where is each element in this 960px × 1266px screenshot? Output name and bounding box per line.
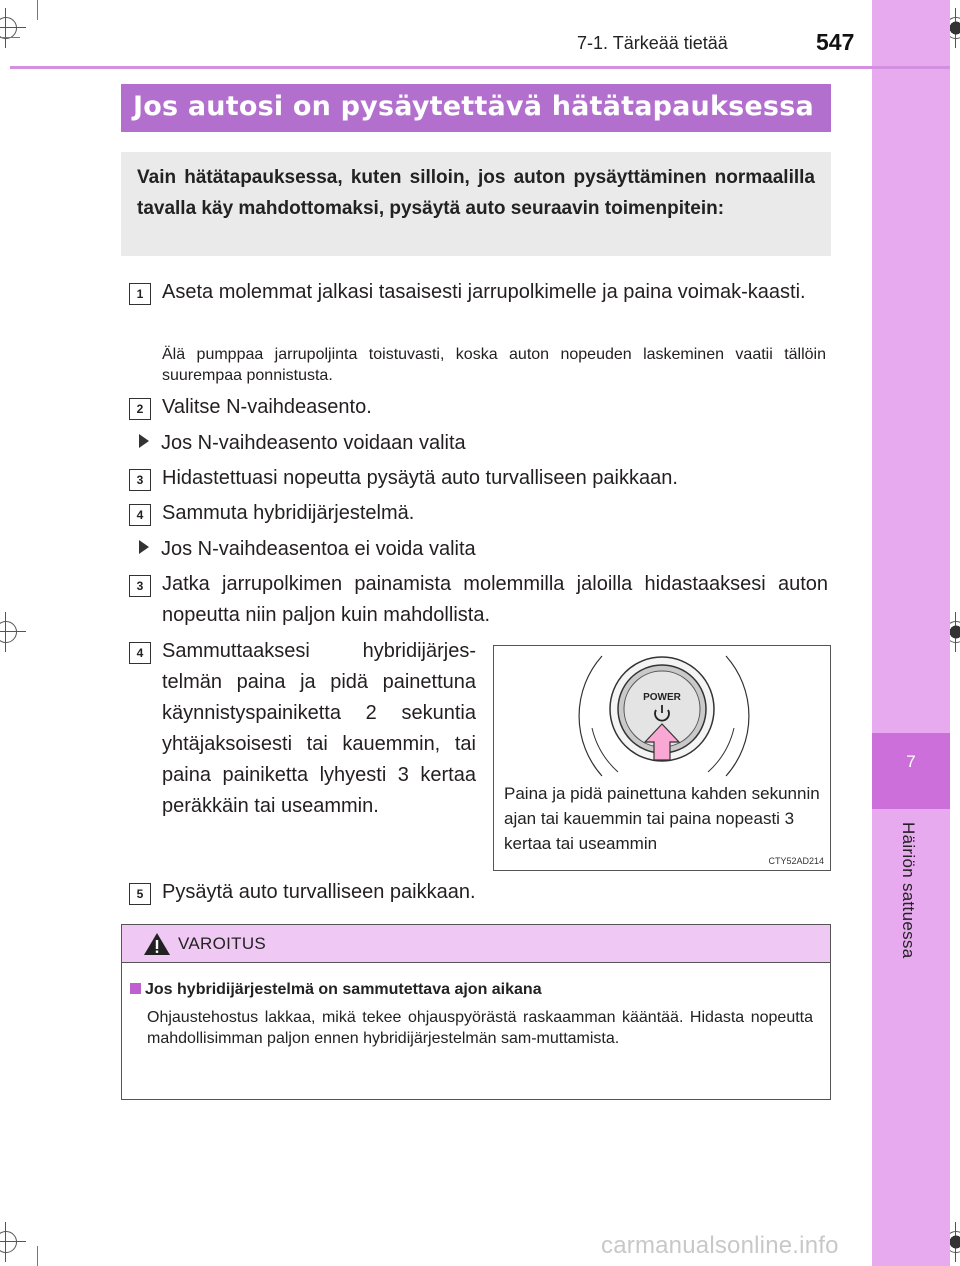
registration-mark <box>0 8 26 48</box>
warning-triangle-icon <box>142 931 172 957</box>
step-text: Aseta molemmat jalkasi tasaisesti jarrupolkimelle ja paina voimak-kaasti. <box>162 281 806 303</box>
step-number-badge: 3 <box>129 469 151 491</box>
step-note: Älä pumppaa jarrupoljinta toistuvasti, koska auton nopeuden laskeminen vaatii tällöin suurempaa ponnistusta. <box>162 346 826 384</box>
warning-title-text: Jos hybridijärjestelmä on sammutettava ajon aikana <box>145 981 542 998</box>
section-reference: 7-1. Tärkeää tietää <box>577 33 728 53</box>
registration-mark <box>0 1222 26 1262</box>
step-number-badge: 1 <box>129 283 151 305</box>
chapter-number: 7 <box>906 752 916 771</box>
step-number-badge: 4 <box>129 504 151 526</box>
condition-text: Jos N-vaihdeasento voidaan valita <box>161 432 466 454</box>
square-bullet-icon <box>130 983 141 994</box>
condition-n-not-possible <box>139 534 476 565</box>
page-title-banner <box>121 84 831 132</box>
triangle-bullet-icon <box>139 540 149 554</box>
chapter-side-tab <box>872 0 950 1266</box>
step-text: Sammuta hybridijärjestelmä. <box>162 502 415 524</box>
chapter-title: Häiriön sattuessa <box>899 822 918 959</box>
warning-label: VAROITUS <box>178 934 267 953</box>
warning-header <box>122 925 830 963</box>
watermark: carmanualsonline.info <box>601 1232 839 1259</box>
triangle-bullet-icon <box>139 434 149 448</box>
step-number-badge: 2 <box>129 398 151 420</box>
svg-text:POWER: POWER <box>643 692 681 703</box>
crop-line <box>0 37 20 38</box>
warning-title <box>130 981 542 999</box>
step-number-badge: 3 <box>129 575 151 597</box>
header-divider <box>10 66 950 69</box>
step-text: Pysäytä auto turvalliseen paikkaan. <box>162 881 476 903</box>
step-number-badge: 5 <box>129 883 151 905</box>
step-text: Jatka jarrupolkimen painamista molemmilla jaloilla hidastaaksesi auton nopeutta niin paljon kuin mahdollista. <box>162 573 828 626</box>
step-number-badge: 4 <box>129 642 151 664</box>
power-button-icon <box>494 646 832 786</box>
page-number: 547 <box>816 29 855 55</box>
figure-caption: Paina ja pidä painettuna kahden sekunnin ajan tai kauemmin tai paina nopeasti 3 kertaa tai useammin <box>504 784 820 853</box>
crop-line <box>37 1246 38 1266</box>
figure-code: CTY52AD214 <box>768 856 824 866</box>
warning-box <box>121 924 831 1100</box>
condition-n-possible <box>139 428 466 459</box>
condition-text: Jos N-vaihdeasentoa ei voida valita <box>161 538 476 560</box>
intro-text: Vain hätätapauksessa, kuten silloin, jos auton pysäyttäminen normaalilla tavalla käy mahdottomaksi, pysäytä auto seuraavin toimenpitein: <box>137 167 815 219</box>
step-text: Valitse N-vaihdeasento. <box>162 396 372 418</box>
step-text: Sammuttaaksesi hybridijärjes-telmän paina ja pidä painettuna käynnistyspainiketta 2 sekuntia yhtäjaksoisesti tai kauemmin, tai paina painiketta lyhyesti 3 kertaa peräkkäin tai useammin. <box>162 640 476 817</box>
warning-body: Ohjaustehostus lakkaa, mikä tekee ohjauspyörästä raskaamman kääntää. Hidasta nopeutta mahdollisimman paljon ennen hybridijärjestelmän sam-muttamista. <box>147 1009 813 1047</box>
crop-line <box>37 0 38 20</box>
page-title: Jos autosi on pysäytettävä hätätapauksessa <box>133 91 814 122</box>
step-text: Hidastettuasi nopeutta pysäytä auto turvalliseen paikkaan. <box>162 467 678 489</box>
intro-box <box>121 152 831 256</box>
registration-mark <box>0 612 26 652</box>
power-button-figure <box>493 645 831 871</box>
